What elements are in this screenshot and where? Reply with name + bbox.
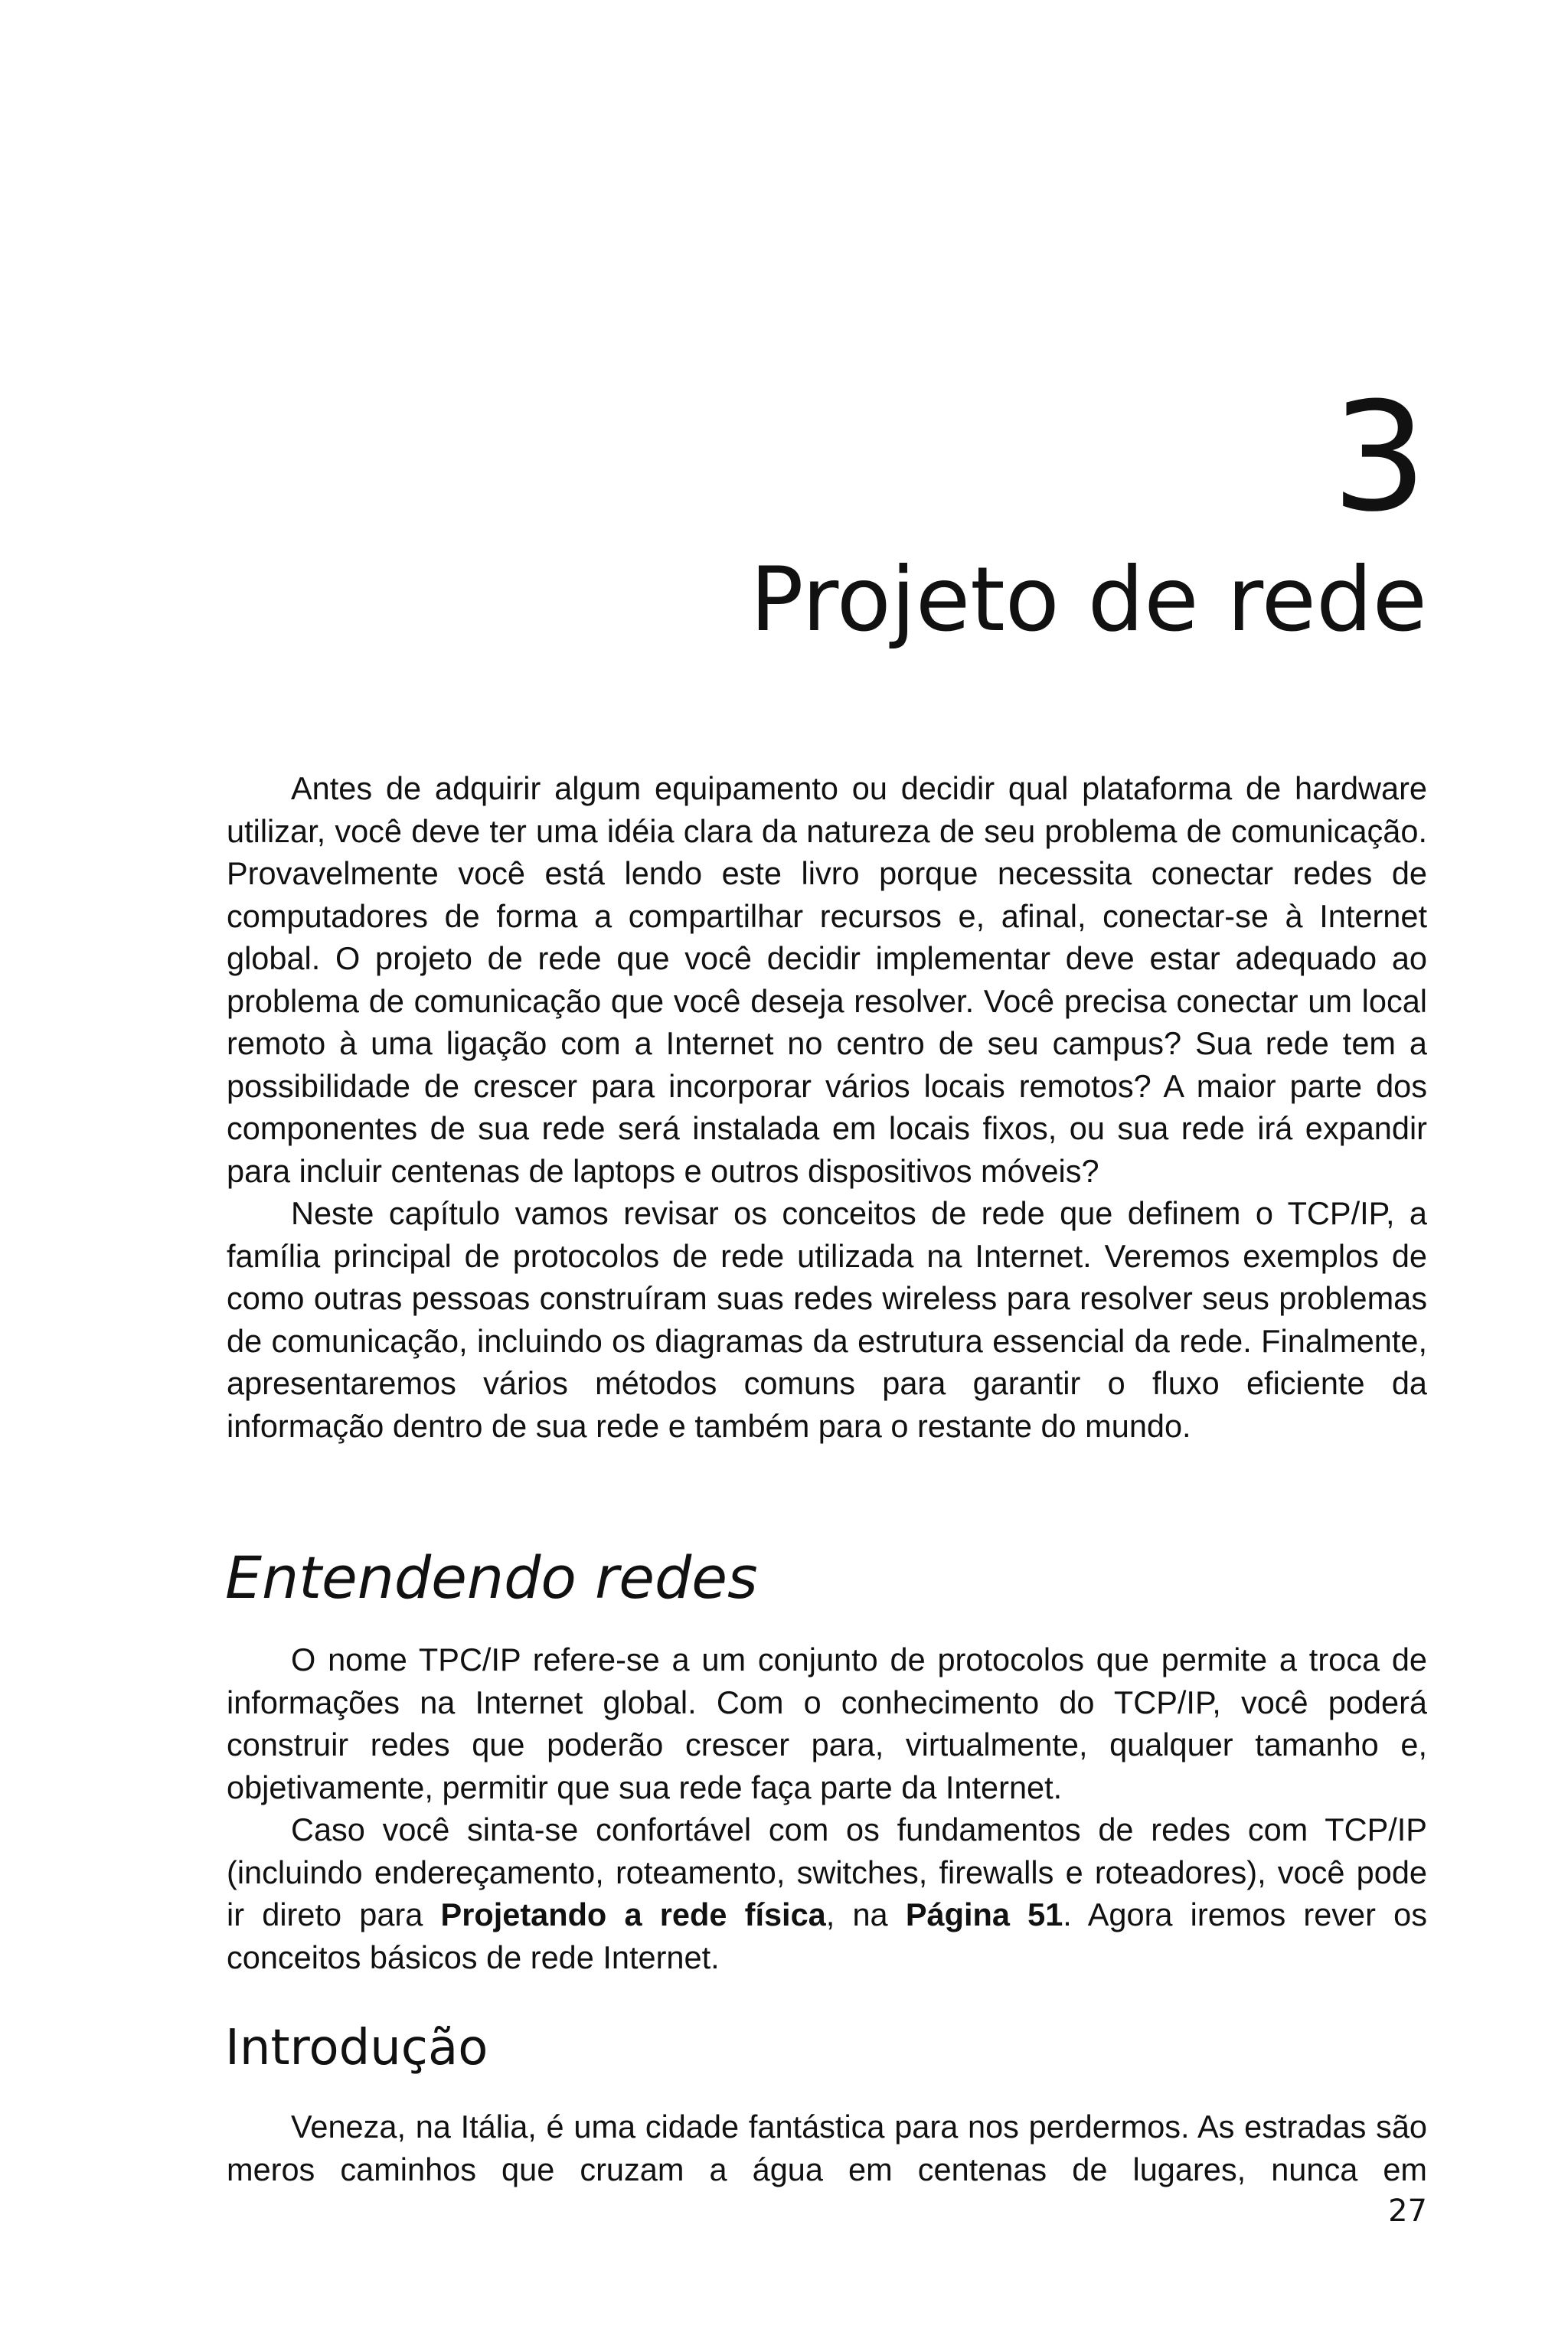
intro-paragraph-2: Neste capítulo vamos revisar os conceitos de rede que definem o TCP/IP, a família principal de protocolos de rede utilizada na Internet. Veremos exemplos de como outras pessoas construíram suas redes wireless para resolver seus problemas de comunicação, incluindo os diagramas da estrutura essencial da rede. Finalmente, apresentaremos vários métodos comuns para garantir o fluxo eficiente da informação dentro de sua rede e também para o restante do mundo. <box>227 1195 1427 1444</box>
section1-p2-end: . Agora iremos rever os conceitos básicos de rede Internet. <box>227 1896 1427 1975</box>
cross-reference-page: Página 51 <box>905 1896 1063 1932</box>
section1-p2-mid: , na <box>825 1896 906 1932</box>
cross-reference-section: Projetando a rede física <box>440 1896 826 1932</box>
chapter-title: Projeto de rede <box>750 548 1427 652</box>
section1-text <box>227 1638 1427 1978</box>
section-title-entendendo-redes: Entendendo redes <box>225 1544 758 1612</box>
section1-paragraph-2 <box>227 1808 1427 1978</box>
page-number: 27 <box>1388 2194 1427 2229</box>
section-title-introducao: Introdução <box>225 2020 488 2076</box>
intro-paragraph-1: Antes de adquirir algum equipamento ou decidir qual plataforma de hardware utilizar, você deve ter uma idéia clara da natureza de seu problema de comunicação. Provavelmente você está lendo este livro porque necessita conectar redes de computadores de forma a compartilhar recursos e, afinal, conectar-se à Internet global. O projeto de rede que você decidir implementar deve estar adequado ao problema de comunicação que você deseja resolver. Você precisa conectar um local remoto à uma ligação com a Internet no centro de seu campus? Sua rede tem a possibilidade de crescer para incorporar vários locais remotos? A maior parte dos componentes de sua rede será instalada em locais fixos, ou sua rede irá expandir para incluir centenas de laptops e outros dispositivos móveis? <box>227 770 1427 1189</box>
chapter-number: 3 <box>1331 371 1427 545</box>
intro-text <box>227 767 1427 1447</box>
section1-p2-start: Caso você sinta-se confortável com os fundamentos de redes com TCP/IP (incluindo endereçamento, roteamento, switches, firewalls e roteadores), você pode ir direto para <box>227 1811 1427 1932</box>
section2-text <box>227 2105 1427 2190</box>
section1-paragraph-1: O nome TPC/IP refere-se a um conjunto de protocolos que permite a troca de informações na Internet global. Com o conhecimento do TCP/IP, você poderá construir redes que poderão crescer para, virtualmente, qualquer tamanho e, objetivamente, permitir que sua rede faça parte da Internet. <box>227 1642 1427 1805</box>
section2-paragraph-1: Veneza, na Itália, é uma cidade fantástica para nos perdermos. As estradas são meros caminhos que cruzam a água em centenas de lugares, nunca em <box>227 2109 1427 2187</box>
